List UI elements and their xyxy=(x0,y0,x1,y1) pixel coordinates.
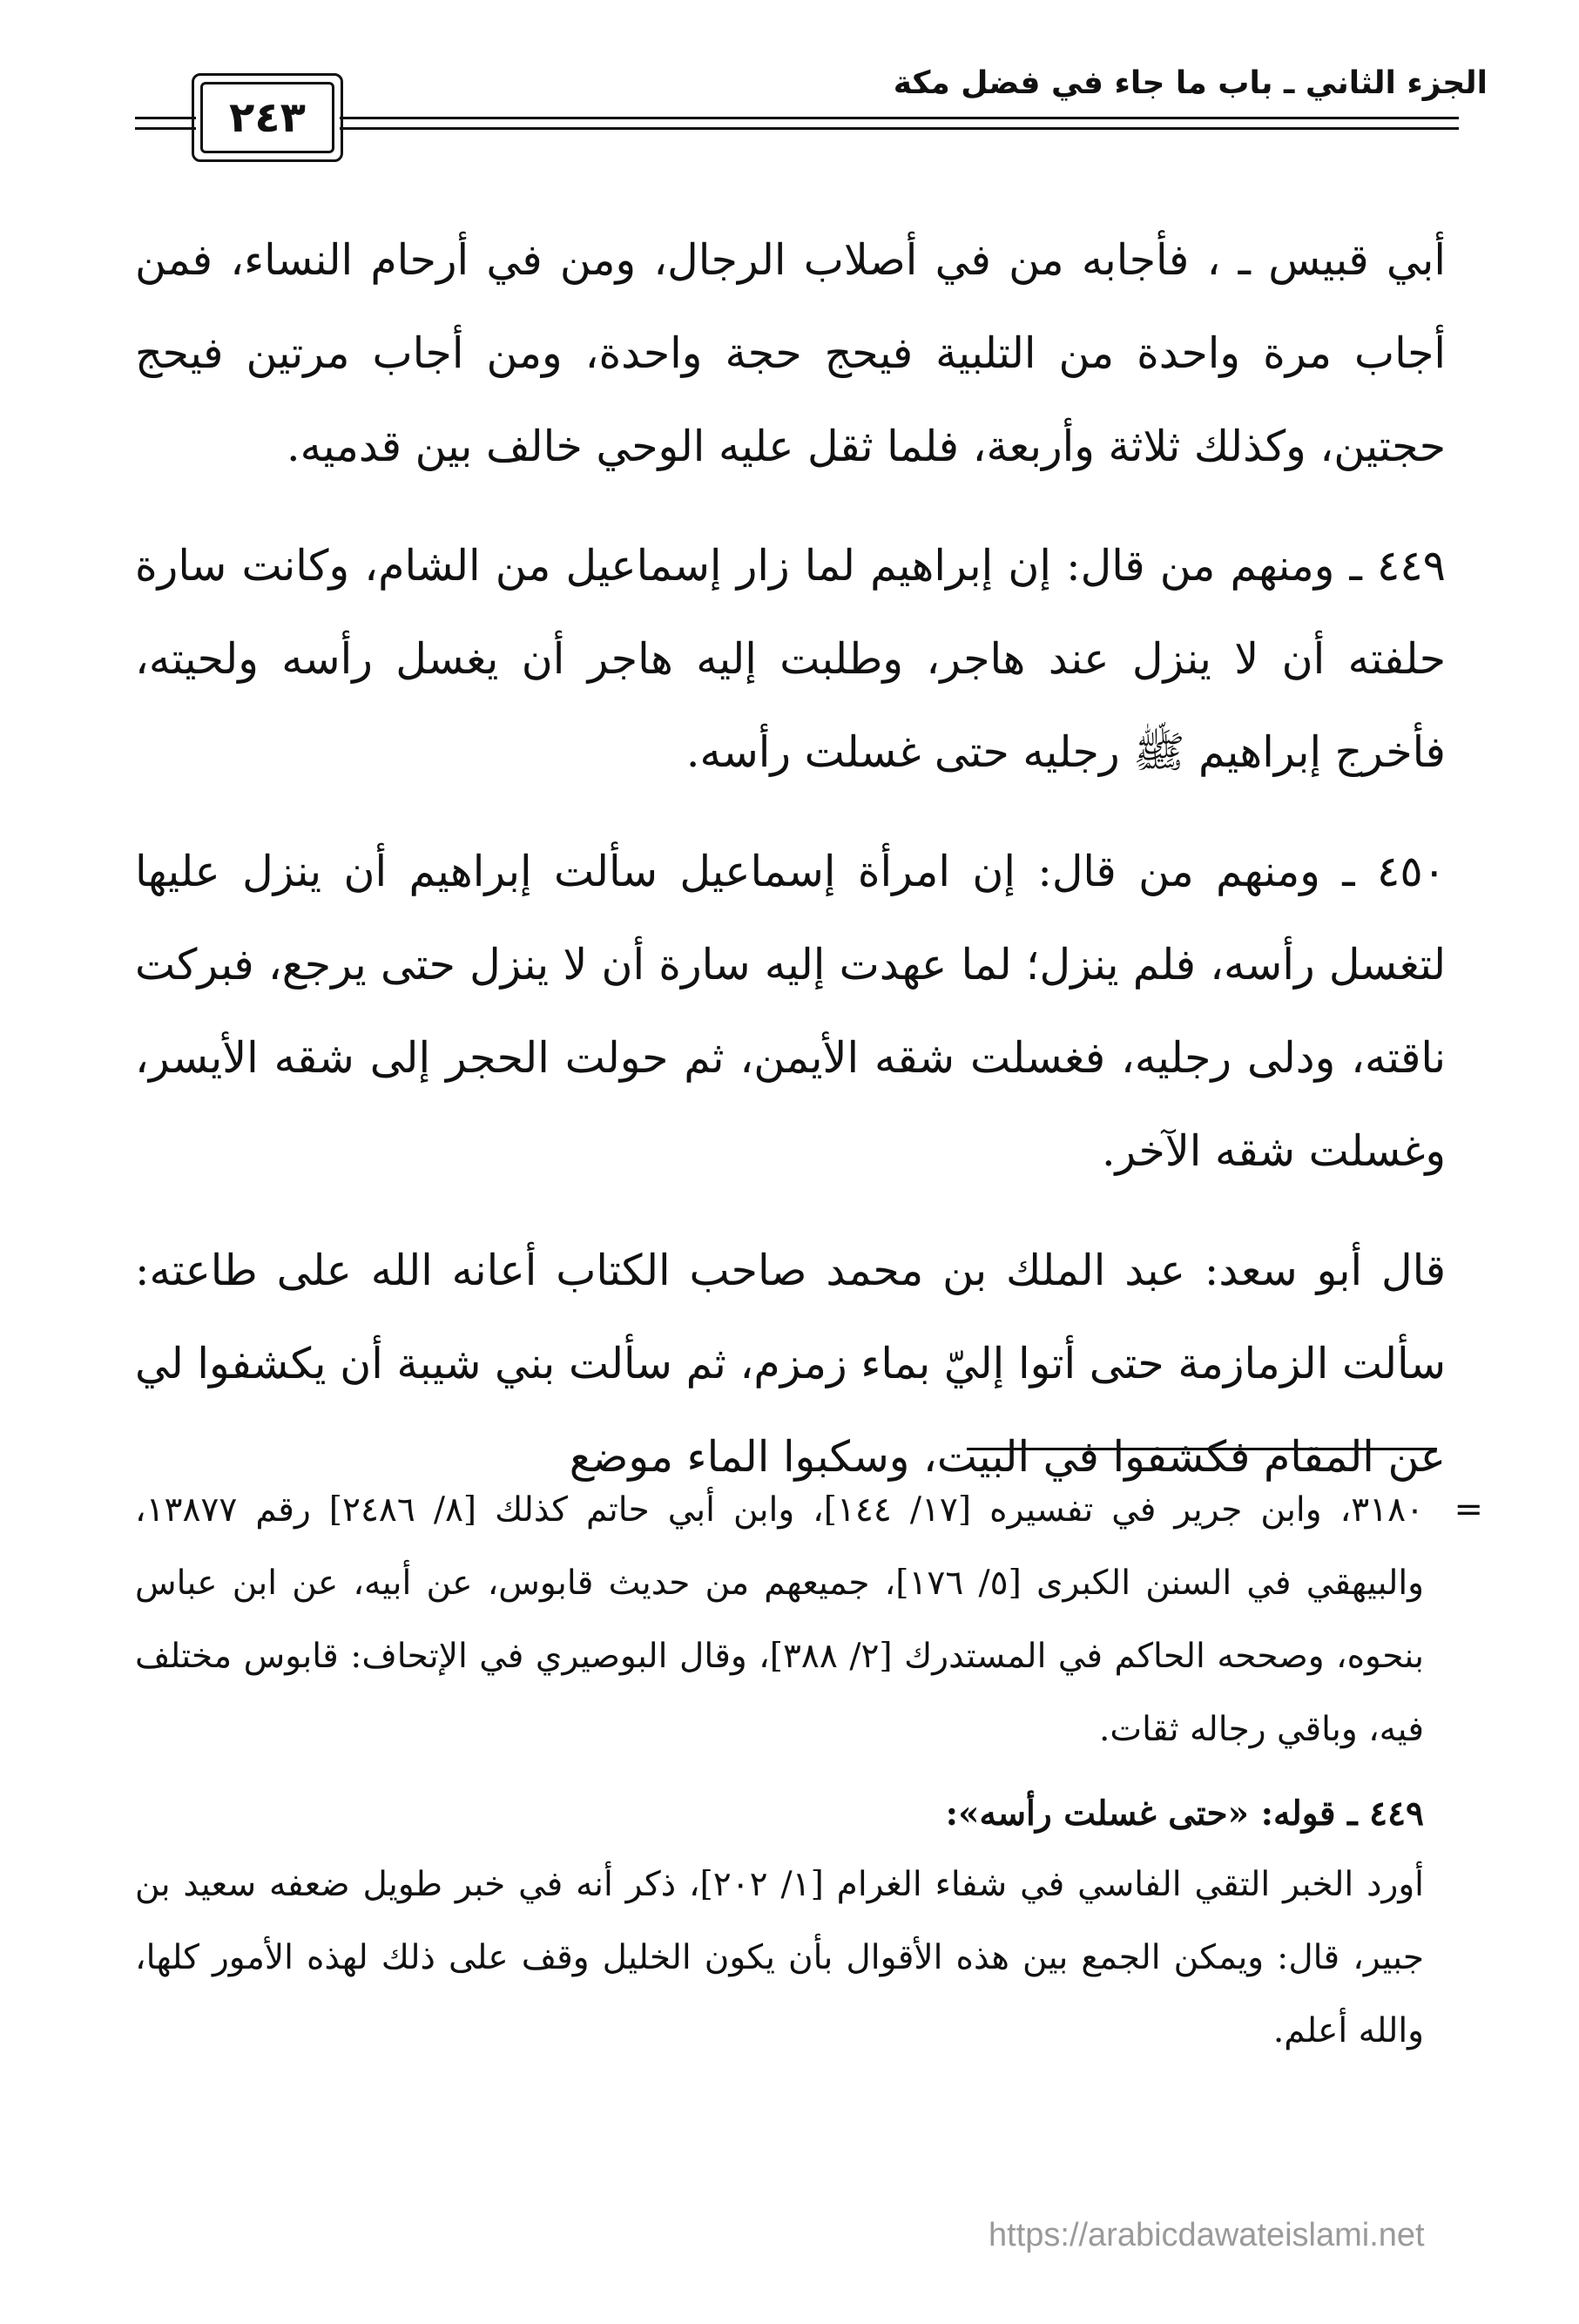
footnote-449: أورد الخبر التقي الفاسي في شفاء الغرام [١/ ٢٠٢]، ذكر أنه في خبر طويل ضعفه سعيد بن جبير، قال: ويمكن الجمع بين هذه الأقوال بأن يكون الخليل وقف على ذلك لهذه الأمور كلها، والله أعلم. xyxy=(135,1865,1424,2050)
footnote-separator xyxy=(967,1448,1437,1450)
paragraph-449: ٤٤٩ ـ ومنهم من قال: إن إبراهيم لما زار إسماعيل من الشام، وكانت سارة حلفته أن لا ينزل عند هاجر، وطلبت إليه هاجر أن يغسل رأسه ولحيته، فأخرج إبراهيم ﷺ رجليه حتى غسلت رأسه. xyxy=(135,541,1446,777)
watermark-url: https://arabicdawateislami.net xyxy=(989,2217,1425,2253)
footnote-continuation-mark: = xyxy=(1454,1490,1483,1530)
footnote-continuation: ٣١٨٠، وابن جرير في تفسيره [١٧/ ١٤٤]، وابن أبي حاتم كذلك [٨/ ٢٤٨٦] رقم ١٣٨٧٧، والبيهقي في السنن الكبرى [٥/ ١٧٦]، جميعهم من حديث قابوس، عن أبيه، عن ابن عباس بنحوه، وصححه الحاكم في المستدرك [٢/ ٣٨٨]، وقال البوصيري في الإتحاف: قابوس مختلف فيه، وباقي رجاله ثقات. xyxy=(135,1490,1424,1749)
footnote-heading-449: ٤٤٩ ـ قوله: «حتى غسلت رأسه»: xyxy=(945,1794,1424,1834)
paragraph-abu-saad: قال أبو سعد: عبد الملك بن محمد صاحب الكتاب أعانه الله على طاعته: سألت الزمازمة حتى أتوا إليّ بماء زمزم، ثم سألت بني شيبة أن يكشفوا لي عن المقام فكشفوا في البيت، وسكبوا الماء موضع xyxy=(135,1246,1446,1482)
header-rule-top xyxy=(340,117,1459,119)
main-text xyxy=(135,213,1446,1530)
page-number-frame xyxy=(192,73,343,162)
chapter-title: الجزء الثاني ـ باب ما جاء في فضل مكة xyxy=(893,65,1488,101)
header-rule-bottom xyxy=(340,127,1459,130)
paragraph-450: ٤٥٠ ـ ومنهم من قال: إن امرأة إسماعيل سألت إبراهيم أن ينزل عليها لتغسل رأسه، فلم ينزل؛ لما عهدت إليه سارة أن لا ينزل حتى يرجع، فبركت ناقته، ودلى رجليه، فغسلت شقه الأيمن، ثم حولت الحجر إلى شقه الأيسر، وغسلت شقه الآخر. xyxy=(135,847,1446,1176)
header-rule-left-bottom xyxy=(135,127,196,130)
page-number-inner-frame xyxy=(200,82,334,153)
footnotes xyxy=(135,1474,1424,2080)
header-rule-left-top xyxy=(135,117,196,119)
page-number: ٢٤٣ xyxy=(229,93,306,142)
paragraph-continuation: أبي قبيس ـ ، فأجابه من في أصلاب الرجال، ومن في أرحام النساء، فمن أجاب مرة واحدة من التلبية فيحج حجة واحدة، ومن أجاب مرتين فيحج حجتين، وكذلك ثلاثة وأربعة، فلما ثقل عليه الوحي خالف بين قدميه. xyxy=(135,235,1446,471)
